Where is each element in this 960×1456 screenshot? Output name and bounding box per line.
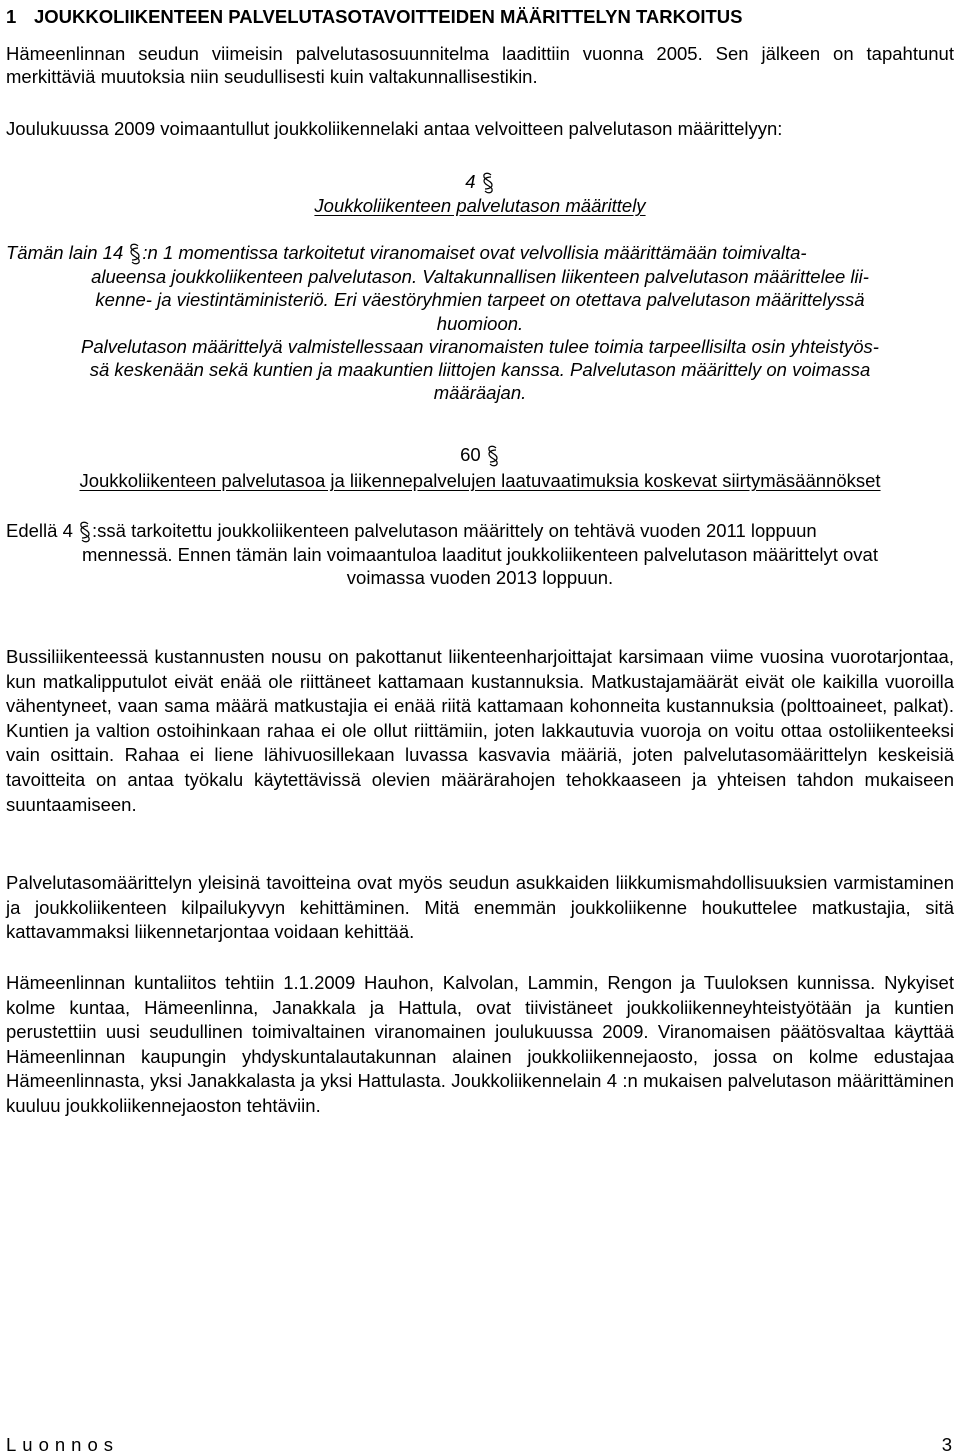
law-4-number: 4 <box>6 170 954 194</box>
law-4-line: Palvelutason määrittelyä valmistellessaan viranomaisten tulee toimia tarpeellisilta osin yhteistyös- <box>81 335 879 357</box>
heading-number: 1 <box>6 6 17 27</box>
law-4-title: Joukkoliikenteen palvelutason määrittely <box>314 195 646 216</box>
body-paragraph: Bussiliikenteessä kustannusten nousu on pakottanut liikenteenharjoittajat karsimaan viime vuosina vuorotarjontaa, kun matkalipputulot eivät enää ole riittäneet kattamaan kustannuksia. Matkustajamäärät eivät ole kaikilla vuoroilla vähentyneet, vaan sama määrä matkustajia ei enää riitä kattamaan kohonneita kustannuksia (polttoaineet, palkat). Kuntien ja valtion ostoihinkaan rahaa ei ole ollut riittämiin, joten lakkautuvia vuoroja on voitu ottaa ostoliikenteeksi vain osittain. Rahaa ei liene lähivuosillekaan luvassa kasvavia määriä, joten palvelutasomäärittelyn keskeisiä tavoitteita on antaa työkalu käytettävissä olevien määrärahojen tehokkaaseen ja yhteisen tahdon mukaiseen suuntaamiseen. <box>6 646 954 815</box>
law-60-line: voimassa vuoden 2013 loppuun. <box>346 567 614 589</box>
law-60-number: 60 <box>6 443 954 467</box>
section-sign-icon <box>486 445 500 467</box>
law-60-line: Edellä 4 :ssä tarkoitettu joukkoliikenteen palvelutason määrittely on tehtävä vuoden 2011 loppuun <box>6 520 817 541</box>
page-number: 3 <box>941 1434 952 1455</box>
section-sign-icon <box>481 172 495 194</box>
body-paragraph: Hämeenlinnan kuntaliitos tehtiin 1.1.2009 Hauhon, Kalvolan, Lammin, Rengon ja Tuuloksen kunnissa. Nykyiset kolme kuntaa, Hämeenlinna, Janakkala ja Hattula, ovat tiivistäneet joukkoliikenneyhteistyötään ja kuntien perustettiin uusi seudullinen toimivaltainen viranomainen joulukuussa 2009. Viranomaisen päätösvaltaa käyttää Hämeenlinnan kaupungin yhdyskuntalautakunnan alainen joukkoliikennejaosto, jossa on kolme edustajaa Hämeenlinnasta, yksi Janakkalasta ja yksi Hattulasta. Joukkoliikennelain 4 :n mukaisen palvelutason määrittäminen kuuluu joukkoliikennejaoston tehtäviin. <box>6 972 954 1116</box>
law-intro-paragraph: Joulukuussa 2009 voimaantullut joukkoliikennelaki antaa velvoitteen palvelutason määrittelyyn: <box>6 118 783 139</box>
law-4-line: Tämän lain 14 :n 1 momentissa tarkoitetut viranomaiset ovat velvollisia määrittämään toimivalta- <box>6 242 807 263</box>
intro-paragraph: Hämeenlinnan seudun viimeisin palvelutasosuunnitelma laadittiin vuonna 2005. Sen jälkeen on tapahtunut merkittäviä muutoksia niin seudullisesti kuin valtakunnallisestikin. <box>6 43 954 88</box>
footer-draft-label: Luonnos <box>6 1434 119 1455</box>
law-4-line: määräajan. <box>433 382 527 404</box>
law-60-title: Joukkoliikenteen palvelutasoa ja liikennepalvelujen laatuvaatimuksia koskevat siirtymäsäännökset <box>79 470 881 491</box>
heading-title: JOUKKOLIIKENTEEN PALVELUTASOTAVOITTEIDEN MÄÄRITTELYN TARKOITUS <box>34 6 743 27</box>
law-4-line: huomioon. <box>436 312 524 334</box>
section-heading <box>6 5 954 28</box>
law-60-line: mennessä. Ennen tämän lain voimaantuloa laaditut joukkoliikenteen palvelutason määrittelyt ovat <box>82 544 878 565</box>
law-4-line: sä keskenään sekä kuntien ja maakuntien liittojen kanssa. Palvelutason määrittely on voimassa <box>89 359 871 381</box>
section-sign-icon <box>128 243 142 265</box>
law-60-text <box>6 519 954 590</box>
law-4-text <box>6 241 954 405</box>
body-paragraph: Palvelutasomäärittelyn yleisinä tavoitteina ovat myös seudun asukkaiden liikkumismahdollisuuksien varmistaminen ja joukkoliikenteen kilpailukyvyn kehittäminen. Mitä enemmän joukkoliikenne houkuttelee matkustajia, sitä kattavammaksi liikennetarjontaa voidaan kehittää. <box>6 872 954 943</box>
law-4-line: kenne- ja viestintäministeriö. Eri väestöryhmien tarpeet on otettava palvelutason määrittelyssä <box>95 289 865 311</box>
section-sign-icon <box>78 521 92 543</box>
law-4-line: alueensa joukkoliikenteen palvelutason. Valtakunnallisen liikenteen palvelutason määrittelee lii- <box>91 266 869 287</box>
